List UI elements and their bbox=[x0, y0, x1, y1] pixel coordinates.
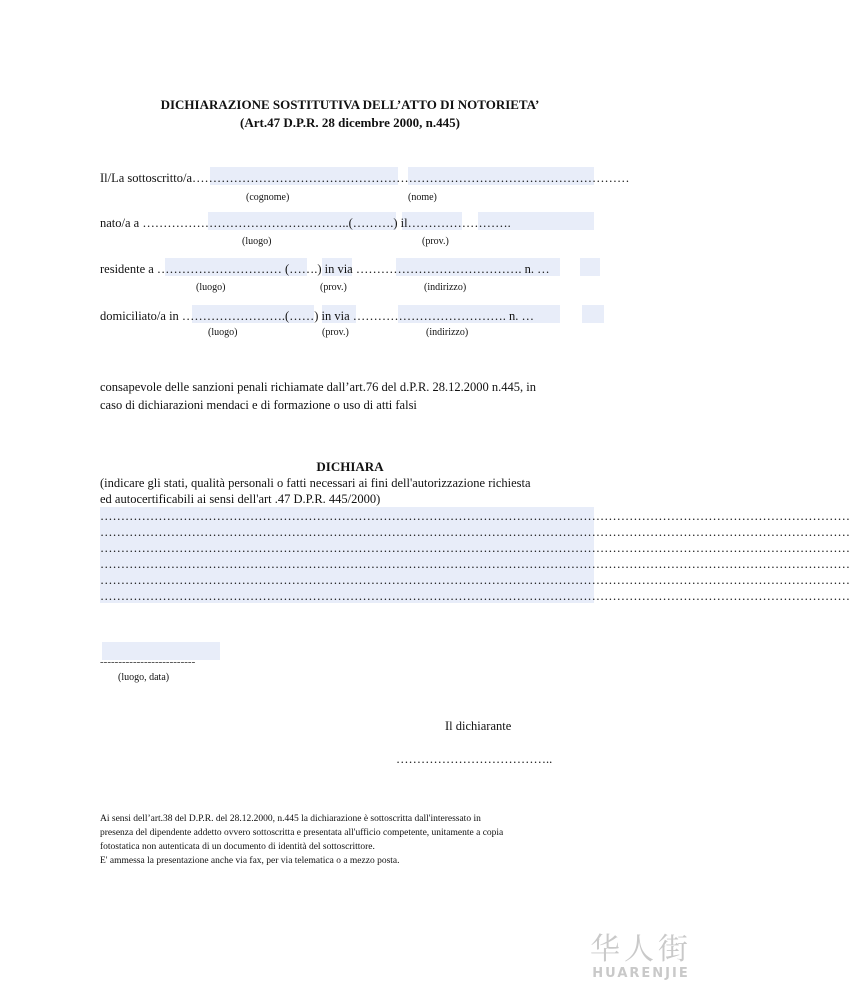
document-title: DICHIARAZIONE SOSTITUTIVA DELL’ATTO DI NOTORIETA’ bbox=[160, 97, 540, 112]
dichiara-note-2: ed autocertificabili ai sensi dell'art .47 D.P.R. 445/2000) bbox=[100, 492, 381, 506]
footer-line-4: E' ammessa la presentazione anche via fax, per via telematica o a mezzo posta. bbox=[100, 856, 400, 866]
huarenjie-watermark bbox=[590, 934, 692, 981]
nato-line: nato/a a …………………………………………..(……….) il……………………. bbox=[100, 216, 511, 230]
indirizzo-domicilio-label: (indirizzo) bbox=[426, 327, 469, 338]
sottoscritto-line: Il/La sottoscritto/a…………………………………………………………………………………………… bbox=[100, 171, 630, 185]
residente-line: residente a ………………………… (…….) in via …………………………………. n. … bbox=[100, 262, 550, 276]
luogo-nascita-label: (luogo) bbox=[242, 236, 272, 247]
dichiarante-label: Il dichiarante bbox=[445, 719, 512, 733]
dichiara-note-1: (indicare gli stati, qualità personali o fatti necessari ai fini dell'autorizzazione richiesta bbox=[100, 476, 531, 490]
domiciliato-line: domiciliato/a in …………………….(……) in via ………………………………. n. … bbox=[100, 309, 534, 323]
signature-line[interactable]: ……………………………….. bbox=[396, 752, 553, 766]
watermark-text: HUARENJIE bbox=[592, 966, 690, 981]
prov-nascita-label: (prov.) bbox=[422, 236, 449, 247]
footer-line-1: Ai sensi dell’art.38 del D.P.R. del 28.12.2000, n.445 la dichiarazione è sottoscritta dall'interessato in bbox=[100, 814, 481, 824]
dichiara-dotted-line: ……………………………………………………………………………………………………………………………………………………………… bbox=[100, 557, 850, 571]
awareness-line-1: consapevole delle sanzioni penali richiamate dall’art.76 del d.P.R. 28.12.2000 n.445, in bbox=[100, 380, 537, 394]
document-subtitle: (Art.47 D.P.R. 28 dicembre 2000, n.445) bbox=[240, 115, 460, 130]
dichiara-dotted-line: ……………………………………………………………………………………………………………………………………………………………… bbox=[100, 525, 850, 539]
luogo-data-dashes: -------------------------- bbox=[100, 656, 196, 668]
indirizzo-residenza-label: (indirizzo) bbox=[424, 282, 467, 293]
footer-line-3: fotostatica non autenticata di un documento di identità del sottoscrittore. bbox=[100, 842, 375, 852]
dichiara-heading: DICHIARA bbox=[316, 459, 384, 474]
prov-domicilio-label: (prov.) bbox=[322, 327, 349, 338]
nome-label: (nome) bbox=[408, 192, 437, 203]
dichiara-dotted-line: ……………………………………………………………………………………………………………………………………………………………… bbox=[100, 573, 850, 587]
dichiara-dotted-line: ……………………………………………………………………………………………………………………………………………………………… bbox=[100, 589, 850, 603]
awareness-line-2: caso di dichiarazioni mendaci e di formazione o uso di atti falsi bbox=[100, 398, 417, 412]
dichiara-dotted-line: ……………………………………………………………………………………………………………………………………………………………… bbox=[100, 509, 850, 523]
luogo-data-label: (luogo, data) bbox=[118, 672, 170, 683]
luogo-domicilio-label: (luogo) bbox=[208, 327, 238, 338]
prov-residenza-label: (prov.) bbox=[320, 282, 347, 293]
footer-line-2: presenza del dipendente addetto ovvero sottoscritta e presentata all'ufficio competente, unitamente a copia bbox=[100, 828, 504, 838]
luogo-residenza-label: (luogo) bbox=[196, 282, 226, 293]
watermark-glyphs: 华人街 bbox=[590, 932, 692, 967]
dichiara-dotted-line: ……………………………………………………………………………………………………………………………………………………………… bbox=[100, 541, 850, 555]
cognome-label: (cognome) bbox=[246, 192, 290, 203]
